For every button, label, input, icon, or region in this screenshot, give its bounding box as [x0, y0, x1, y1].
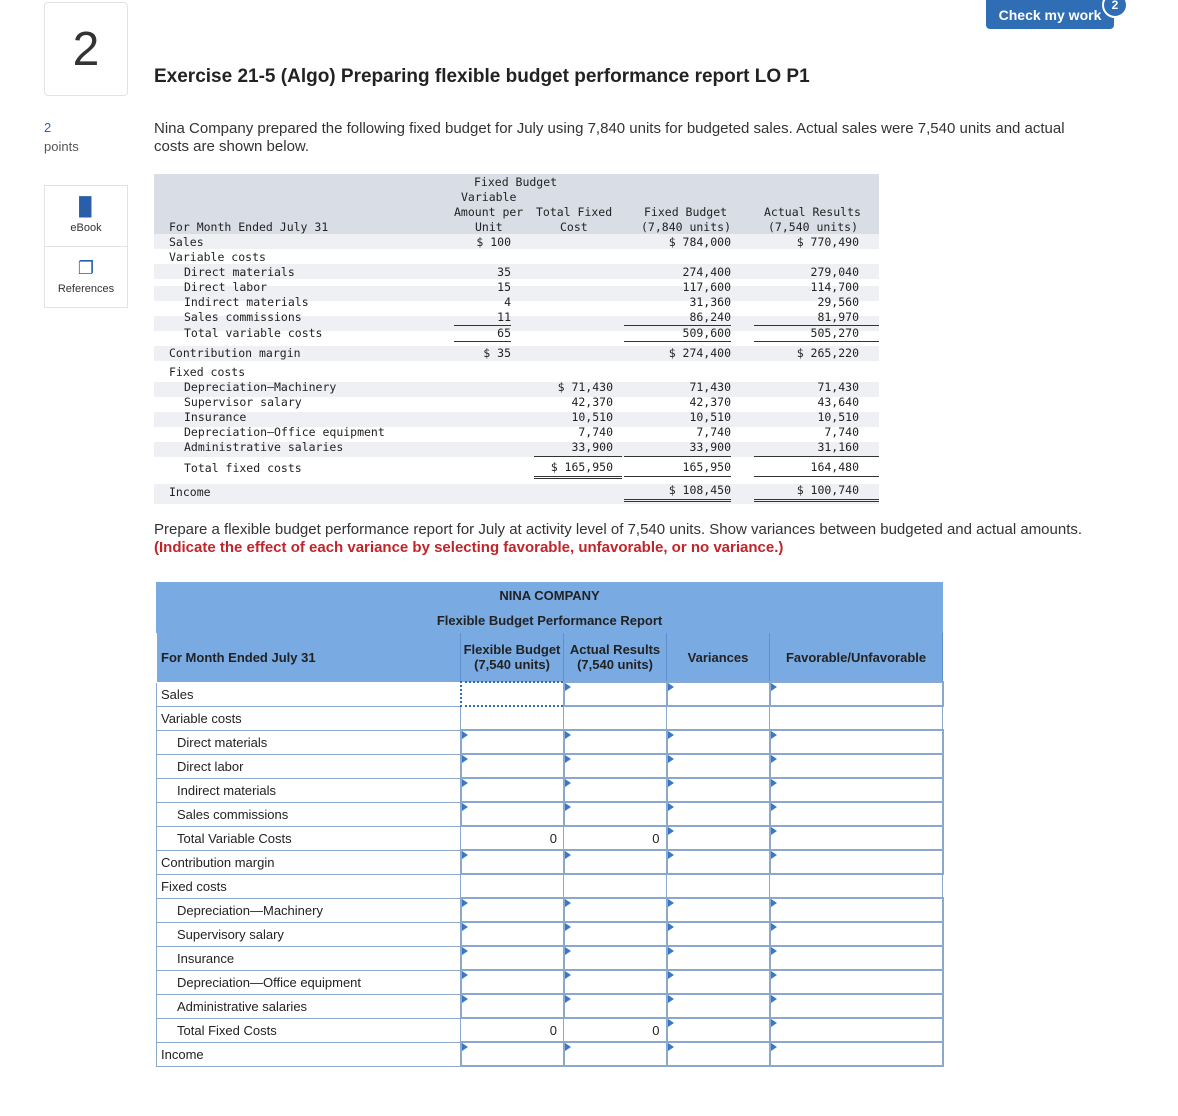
flexible-budget-input[interactable] — [461, 778, 564, 802]
fb-row-actual: 43,640 — [817, 395, 859, 409]
favorable-unfavorable-select[interactable] — [770, 802, 943, 826]
flexible-budget-input[interactable] — [461, 946, 564, 970]
col-actual-results: Actual Results (7,540 units) — [564, 633, 667, 683]
fb-header-fixed-budget: Fixed Budget — [474, 175, 558, 189]
fb-row-budget: 7,740 — [696, 425, 731, 439]
points-label: points — [44, 139, 79, 154]
fb-row-actual: 279,040 — [810, 265, 859, 279]
fb-row-fixed: 33,900 — [571, 440, 613, 454]
report-row-depreciation-office — [157, 970, 943, 994]
fb-period-label: For Month Ended July 31 — [169, 220, 329, 234]
variance-input[interactable] — [667, 1042, 770, 1066]
fb-row-budget: 71,430 — [689, 380, 731, 394]
row-label: Administrative salaries — [157, 994, 461, 1018]
variance-input[interactable] — [667, 946, 770, 970]
col-variances: Variances — [667, 633, 770, 683]
fb-income-label: Income — [169, 485, 211, 499]
fb-row-label: Supervisor salary — [184, 395, 302, 409]
fb-total-fixed-budget: 165,950 — [682, 460, 731, 474]
variance-input[interactable] — [667, 898, 770, 922]
report-row-total-variable-costs — [157, 826, 943, 850]
variance-input[interactable] — [667, 778, 770, 802]
report-row-indirect-materials — [157, 778, 943, 802]
fb-row-label: Insurance — [184, 410, 247, 424]
col-favorable-unfavorable: Favorable/Unfavorable — [770, 633, 943, 683]
row-label: Fixed costs — [157, 874, 461, 898]
fb-row-unit: 11 — [497, 310, 511, 324]
fb-row-fixed: 42,370 — [571, 395, 613, 409]
references-label: References — [57, 283, 115, 295]
favorable-unfavorable-select[interactable] — [770, 682, 943, 706]
fb-row-budget: 31,360 — [689, 295, 731, 309]
actual-results-input[interactable] — [564, 730, 667, 754]
fb-row-budget: 117,600 — [682, 280, 731, 294]
fb-variable-costs-label: Variable costs — [169, 250, 266, 264]
fb-row-budget: 10,510 — [689, 410, 731, 424]
ebook-label: eBook — [70, 222, 102, 234]
fb-header-actual-results: Actual Results — [764, 205, 861, 219]
fb-row-fixed: $ 71,430 — [557, 380, 613, 394]
report-row-direct-labor — [157, 754, 943, 778]
favorable-unfavorable-select[interactable] — [770, 730, 943, 754]
fb-row-fixed: 7,740 — [578, 425, 613, 439]
fb-row-label: Indirect materials — [184, 295, 309, 309]
fb-sales-unit: $ 100 — [476, 235, 511, 249]
favorable-unfavorable-select[interactable] — [770, 1042, 943, 1066]
variance-input[interactable] — [667, 922, 770, 946]
fb-header-total-fixed: Total Fixed — [536, 205, 613, 219]
fb-row-label: Depreciation—Office equipment — [184, 425, 385, 439]
fb-sales-label: Sales — [169, 235, 204, 249]
report-row-variable-costs — [157, 706, 943, 730]
fb-row-budget: 33,900 — [689, 440, 731, 454]
fb-row-budget: 274,400 — [682, 265, 731, 279]
flexible-budget-value: 0 — [461, 1018, 564, 1042]
question-number: 2 — [44, 2, 128, 96]
fb-income-budget: $ 108,450 — [668, 483, 731, 497]
fb-row-unit: 15 — [497, 280, 511, 294]
check-my-work-button[interactable]: Check my work — [986, 0, 1114, 29]
report-company: NINA COMPANY — [157, 583, 943, 608]
flexible-budget-input[interactable] — [461, 1042, 564, 1066]
fb-header-unit: Unit — [475, 220, 503, 234]
actual-results-input[interactable] — [564, 778, 667, 802]
fb-total-fixed-actual: 164,480 — [810, 460, 859, 474]
instructions-emphasis: (Indicate the effect of each variance by selecting favorable, unfavorable, or no variance.) — [154, 539, 784, 556]
fixed-budget-table — [154, 174, 879, 504]
report-row-administrative-salaries — [157, 994, 943, 1018]
row-label: Contribution margin — [157, 850, 461, 874]
variance-input[interactable] — [667, 1018, 770, 1042]
fb-row-label: Depreciation—Machinery — [184, 380, 337, 394]
fb-total-fixed-label: Total fixed costs — [184, 461, 302, 475]
fb-sales-actual: $ 770,490 — [796, 235, 859, 249]
fb-contribution-budget: $ 274,400 — [668, 346, 731, 360]
actual-results-input[interactable] — [564, 898, 667, 922]
variance-input[interactable] — [667, 802, 770, 826]
fb-row-unit: 35 — [497, 265, 511, 279]
favorable-unfavorable-select[interactable] — [770, 970, 943, 994]
report-row-direct-materials — [157, 730, 943, 754]
row-label: Variable costs — [157, 706, 461, 730]
favorable-unfavorable-select[interactable] — [770, 850, 943, 874]
report-row-insurance — [157, 946, 943, 970]
favorable-unfavorable-select[interactable] — [770, 754, 943, 778]
fb-row-label: Administrative salaries — [184, 440, 344, 454]
intro-text: Nina Company prepared the following fixed budget for July using 7,840 units for budgeted sales. Actual sales were 7,540 units and actual costs are shown below. — [154, 120, 1065, 155]
ebook-button[interactable] — [44, 185, 128, 247]
fb-row-label: Sales commissions — [184, 310, 302, 324]
fb-row-budget: 42,370 — [689, 395, 731, 409]
variance-input[interactable] — [667, 826, 770, 850]
favorable-unfavorable-select[interactable] — [770, 922, 943, 946]
col-flexible-budget: Flexible Budget (7,540 units) — [461, 633, 564, 683]
fb-row-unit: 65 — [497, 326, 511, 340]
row-label: Total Fixed Costs — [157, 1018, 461, 1042]
fb-row-actual: 29,560 — [817, 295, 859, 309]
performance-report — [156, 582, 942, 1067]
fb-row-actual: 114,700 — [810, 280, 859, 294]
fb-row-fixed: 10,510 — [571, 410, 613, 424]
flexible-budget-input[interactable] — [461, 730, 564, 754]
report-row-sales — [157, 682, 943, 706]
points-value: 2 — [44, 120, 52, 135]
variance-input[interactable] — [667, 850, 770, 874]
favorable-unfavorable-select[interactable] — [770, 1018, 943, 1042]
report-title: Flexible Budget Performance Report — [157, 608, 943, 633]
flexible-budget-value: 0 — [461, 826, 564, 850]
report-period-label: For Month Ended July 31 — [157, 633, 461, 683]
row-label: Sales commissions — [157, 802, 461, 826]
variance-input[interactable] — [667, 970, 770, 994]
variance-input[interactable] — [667, 682, 770, 706]
flexible-budget-input[interactable] — [461, 970, 564, 994]
favorable-unfavorable-select[interactable] — [770, 898, 943, 922]
fb-row-actual: 81,970 — [817, 310, 859, 324]
fb-row-actual: 71,430 — [817, 380, 859, 394]
row-label: Income — [157, 1042, 461, 1066]
fb-row-actual: 7,740 — [824, 425, 859, 439]
instructions-text: Prepare a flexible budget performance report for July at activity level of 7,540 units. Show variances between budgeted and actual amounts. — [154, 521, 1083, 538]
report-row-depreciation-machinery — [157, 898, 943, 922]
report-row-sales-commissions — [157, 802, 943, 826]
fb-fixed-costs-label: Fixed costs — [169, 365, 246, 379]
flexible-budget-input[interactable] — [461, 922, 564, 946]
actual-results-input[interactable] — [564, 946, 667, 970]
fb-contribution-label: Contribution margin — [169, 346, 301, 360]
copy-icon: ❐ — [77, 258, 95, 278]
fb-sales-budget: $ 784,000 — [668, 235, 731, 249]
fb-row-unit: 4 — [504, 295, 511, 309]
fb-row-label: Total variable costs — [184, 326, 323, 340]
variance-input[interactable] — [667, 754, 770, 778]
flexible-budget-input[interactable] — [461, 994, 564, 1018]
book-icon: ▉ — [79, 197, 93, 217]
fb-contribution-unit: $ 35 — [483, 346, 511, 360]
actual-results-input[interactable] — [564, 1042, 667, 1066]
fb-header-variable: Variable — [461, 190, 517, 204]
actual-results-input[interactable] — [564, 994, 667, 1018]
report-row-total-fixed-costs — [157, 1018, 943, 1042]
flexible-budget-input[interactable] — [461, 898, 564, 922]
fb-row-budget: 509,600 — [682, 326, 731, 340]
fb-row-label: Direct labor — [184, 280, 268, 294]
fb-header-amount-per: Amount per — [454, 205, 524, 219]
row-label: Depreciation—Office equipment — [157, 970, 461, 994]
fb-header-actual-units: (7,540 units) — [768, 220, 859, 234]
row-label: Total Variable Costs — [157, 826, 461, 850]
actual-results-input[interactable] — [564, 850, 667, 874]
row-label: Supervisory salary — [157, 922, 461, 946]
fb-contribution-actual: $ 265,220 — [796, 346, 859, 360]
check-badge: 2 — [1102, 0, 1128, 18]
row-label: Depreciation—Machinery — [157, 898, 461, 922]
flexible-budget-input[interactable] — [461, 754, 564, 778]
actual-results-value: 0 — [564, 826, 667, 850]
favorable-unfavorable-select[interactable] — [770, 826, 943, 850]
fb-header-fixed-budget-col: Fixed Budget — [644, 205, 728, 219]
actual-results-input[interactable] — [564, 802, 667, 826]
variance-input[interactable] — [667, 730, 770, 754]
actual-results-input[interactable] — [564, 970, 667, 994]
report-row-contribution-margin — [157, 850, 943, 874]
actual-results-input[interactable] — [564, 922, 667, 946]
actual-results-input[interactable] — [564, 682, 667, 706]
fb-header-budget-units: (7,840 units) — [641, 220, 732, 234]
report-row-fixed-costs — [157, 874, 943, 898]
fb-header-cost: Cost — [560, 220, 588, 234]
favorable-unfavorable-select[interactable] — [770, 994, 943, 1018]
favorable-unfavorable-select[interactable] — [770, 778, 943, 802]
fb-row-budget: 86,240 — [689, 310, 731, 324]
report-row-supervisory-salary — [157, 922, 943, 946]
row-label: Insurance — [157, 946, 461, 970]
flexible-budget-input[interactable] — [461, 850, 564, 874]
fb-total-fixed-fixed: $ 165,950 — [550, 460, 613, 474]
fb-row-actual: 10,510 — [817, 410, 859, 424]
row-label: Direct labor — [157, 754, 461, 778]
exercise-title: Exercise 21-5 (Algo) Preparing flexible budget performance report LO P1 — [154, 66, 810, 87]
actual-results-input[interactable] — [564, 754, 667, 778]
row-label: Indirect materials — [157, 778, 461, 802]
flexible-budget-input[interactable] — [461, 682, 564, 706]
fb-row-actual: 505,270 — [810, 326, 859, 340]
references-button[interactable] — [44, 246, 128, 308]
row-label: Sales — [157, 682, 461, 706]
fb-income-actual: $ 100,740 — [796, 483, 859, 497]
favorable-unfavorable-select[interactable] — [770, 946, 943, 970]
actual-results-value: 0 — [564, 1018, 667, 1042]
fb-row-label: Direct materials — [184, 265, 295, 279]
variance-input[interactable] — [667, 994, 770, 1018]
fb-row-actual: 31,160 — [817, 440, 859, 454]
instructions — [154, 521, 1084, 557]
flexible-budget-input[interactable] — [461, 802, 564, 826]
row-label: Direct materials — [157, 730, 461, 754]
report-row-income — [157, 1042, 943, 1066]
